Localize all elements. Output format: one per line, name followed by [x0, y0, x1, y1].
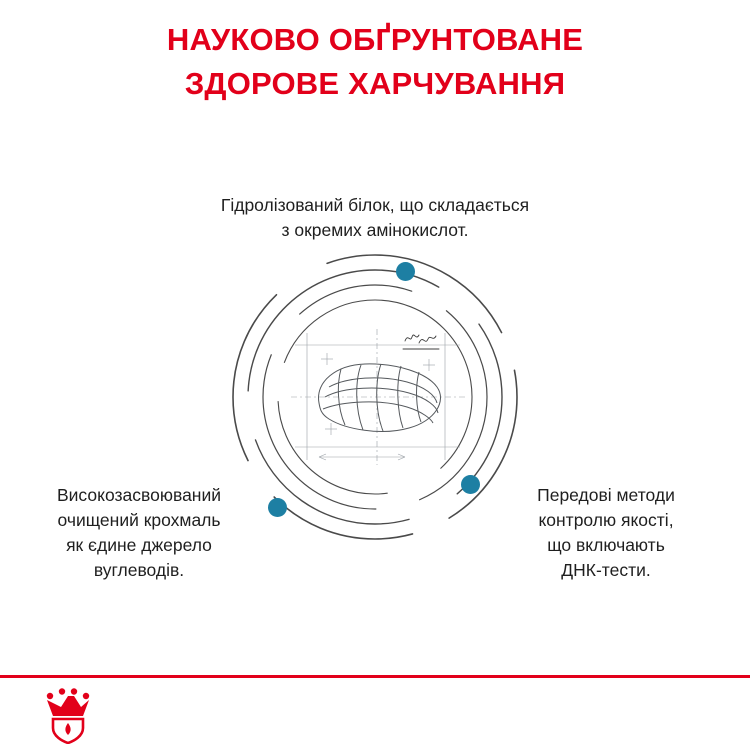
- kidney-sketch-svg: [285, 325, 470, 470]
- diagram-area: [0, 150, 750, 670]
- callout-right-text: [490, 483, 722, 582]
- crest-svg: [40, 686, 100, 744]
- page-title-line-1: НАУКОВО ОБҐРУНТОВАНЕ: [166, 22, 584, 57]
- page-title: [0, 18, 750, 106]
- page-title-line-2: ЗДОРОВЕ ХАРЧУВАННЯ: [184, 66, 566, 102]
- callout-left-text: [20, 483, 258, 582]
- callout-right-line-3: що включають: [547, 534, 665, 555]
- dot-marker-top: [396, 262, 415, 281]
- callout-right-line-1: Передові методи: [537, 485, 675, 505]
- dot-marker-left: [268, 498, 287, 517]
- royal-canin-crown-crest-logo: [40, 686, 100, 744]
- callout-top-line-1: Гідролізований білок, що складається: [220, 195, 530, 215]
- callout-left-line-1: Високозасвоюваний: [56, 485, 222, 505]
- callout-left-line-2: очищений крохмаль: [57, 509, 221, 530]
- callout-left-line-3: як єдине джерело: [66, 534, 212, 555]
- callout-right-line-2: контролю якості,: [538, 509, 674, 530]
- callout-right-line-4: ДНК-тести.: [561, 559, 651, 580]
- footer-bar: [0, 675, 750, 750]
- callout-top-text: [150, 193, 600, 243]
- dot-marker-right: [461, 475, 480, 494]
- kidney-sketch-illustration: [285, 325, 470, 470]
- callout-top-line-2: з окремих амінокислот.: [281, 219, 469, 240]
- callout-left-line-4: вуглеводів.: [93, 559, 185, 580]
